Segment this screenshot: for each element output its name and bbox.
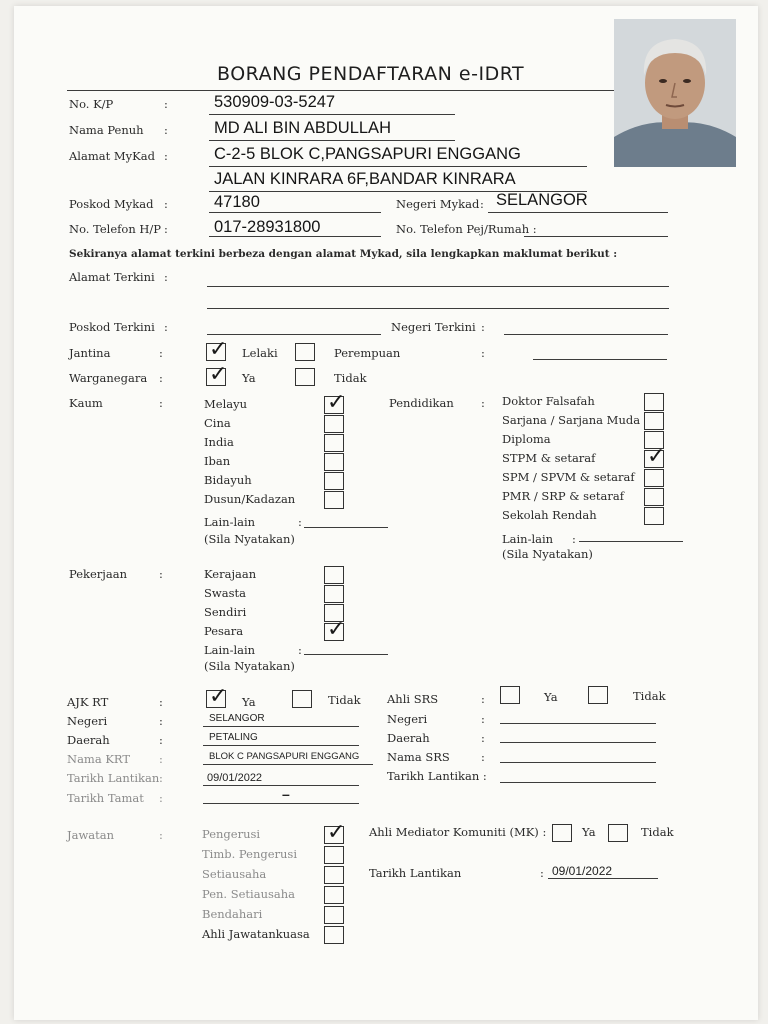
- line-negeri-mykad: [488, 212, 668, 213]
- colon: :: [164, 320, 168, 334]
- pendidikan-option-label: Doktor Falsafah: [502, 394, 595, 408]
- label-ajk-negeri: Negeri: [67, 714, 108, 728]
- label-srs-tarikh-lantikan: Tarikh Lantikan :: [387, 769, 487, 783]
- checkbox-srs-tidak[interactable]: [588, 686, 608, 704]
- value-ajk-nama-krt[interactable]: BLOK C PANGSAPURI ENGGANG: [209, 751, 360, 762]
- label-sila-nyatakan: (Sila Nyatakan): [204, 532, 295, 546]
- checkbox-warganegara-tidak[interactable]: [295, 368, 315, 386]
- label-pekerjaan: Pekerjaan: [69, 567, 127, 581]
- jawatan-option-checkbox[interactable]: [324, 826, 344, 844]
- label-nama: Nama Penuh: [69, 123, 144, 137]
- colon: :: [164, 97, 168, 111]
- colon: :: [159, 396, 163, 410]
- label-nama-srs: Nama SRS: [387, 750, 450, 764]
- label-pekerjaan-lain-lain: Lain-lain: [204, 643, 256, 657]
- jawatan-option-label: Pen. Setiausaha: [202, 887, 296, 901]
- pendidikan-option-label: Diploma: [502, 432, 551, 446]
- label-pendidikan: Pendidikan: [389, 396, 454, 410]
- jawatan-option-label: Setiausaha: [202, 867, 267, 881]
- label-nokp: No. K/P: [69, 97, 114, 111]
- label-ya: Ya: [242, 695, 256, 709]
- colon: :: [164, 222, 168, 236]
- colon: :: [164, 197, 168, 211]
- label-poskod: Poskod Mykad: [69, 197, 154, 211]
- checkbox-perempuan[interactable]: [295, 343, 315, 361]
- label-kaum: Kaum: [69, 396, 103, 410]
- input-poskod-terkini[interactable]: [207, 334, 381, 335]
- value-nokp[interactable]: 530909-03-5247: [214, 93, 336, 111]
- line-ajk-nama-krt: [203, 764, 373, 765]
- pekerjaan-option-checkbox[interactable]: [324, 566, 344, 584]
- jawatan-option-label: Bendahari: [202, 907, 263, 921]
- input-telefon-pej[interactable]: [524, 236, 668, 237]
- input-nama-srs[interactable]: [500, 762, 656, 763]
- colon: :: [159, 714, 163, 728]
- input-pendidikan-lain-lain[interactable]: [579, 541, 683, 542]
- applicant-photo: [614, 19, 736, 167]
- pekerjaan-option-label: Pesara: [204, 624, 244, 638]
- label-ajk-tarikh-tamat: Tarikh Tamat: [67, 791, 144, 805]
- line-telefon: [209, 236, 381, 237]
- checkbox-warganegara-ya[interactable]: [206, 368, 226, 386]
- pendidikan-option-checkbox[interactable]: [644, 469, 664, 487]
- pendidikan-option-label: Sekolah Rendah: [502, 508, 597, 522]
- label-lelaki: Lelaki: [242, 346, 278, 360]
- kaum-option-checkbox[interactable]: [324, 434, 344, 452]
- pendidikan-option-label: SPM / SPVM & setaraf: [502, 470, 635, 484]
- label-kaum-lain-lain: Lain-lain: [204, 515, 256, 529]
- input-jantina-extra[interactable]: [533, 359, 667, 360]
- jawatan-option-label: Pengerusi: [202, 827, 261, 841]
- value-ajk-tarikh-tamat[interactable]: –: [282, 788, 290, 800]
- checkbox-srs-ya[interactable]: [500, 686, 520, 704]
- label-telefon-pej: No. Telefon Pej/Rumah :: [396, 222, 537, 236]
- line-mk-tarikh-lantikan: [548, 878, 658, 879]
- kaum-option-label: Bidayuh: [204, 473, 252, 487]
- colon: :: [159, 567, 163, 581]
- label-ajk-tarikh-lantikan: Tarikh Lantikan: [67, 771, 160, 785]
- jawatan-option-checkbox[interactable]: [324, 846, 344, 864]
- input-srs-tarikh-lantikan[interactable]: [500, 782, 656, 783]
- label-perempuan: Perempuan: [334, 346, 401, 360]
- value-negeri-mykad[interactable]: SELANGOR: [496, 191, 588, 209]
- kaum-option-label: Iban: [204, 454, 231, 468]
- label-srs-daerah: Daerah: [387, 731, 430, 745]
- pendidikan-option-checkbox[interactable]: [644, 412, 664, 430]
- value-telefon[interactable]: 017-28931800: [214, 218, 320, 236]
- kaum-option-checkbox[interactable]: [324, 472, 344, 490]
- label-jantina: Jantina: [69, 346, 111, 360]
- label-ajk-daerah: Daerah: [67, 733, 110, 747]
- pekerjaan-option-label: Sendiri: [204, 605, 247, 619]
- label-ya: Ya: [582, 825, 596, 839]
- label-poskod-terkini: Poskod Terkini: [69, 320, 155, 334]
- label-sila-nyatakan: (Sila Nyatakan): [502, 547, 593, 561]
- value-mk-tarikh-lantikan[interactable]: 09/01/2022: [552, 865, 613, 877]
- label-tidak: Tidak: [328, 693, 361, 707]
- label-telefon: No. Telefon H/P: [69, 222, 162, 236]
- pendidikan-option-label: STPM & setaraf: [502, 451, 596, 465]
- line-ajk-tarikh-tamat: [203, 803, 359, 804]
- form-title: BORANG PENDAFTARAN e-IDRT: [217, 63, 525, 85]
- value-poskod[interactable]: 47180: [214, 193, 260, 211]
- checkbox-lelaki[interactable]: [206, 343, 226, 361]
- colon: :: [164, 149, 168, 163]
- label-ahli-srs: Ahli SRS: [387, 692, 439, 706]
- label-ajk-rt: AJK RT: [67, 695, 109, 709]
- kaum-option-checkbox[interactable]: [324, 396, 344, 414]
- colon: :: [572, 532, 576, 546]
- label-alamat-terkini: Alamat Terkini: [69, 270, 155, 284]
- pendidikan-option-checkbox[interactable]: [644, 488, 664, 506]
- colon: :: [481, 346, 485, 360]
- colon: :: [540, 866, 544, 880]
- value-nama[interactable]: MD ALI BIN ABDULLAH: [214, 119, 391, 137]
- colon: :: [159, 371, 163, 385]
- colon: :: [480, 197, 484, 211]
- label-tidak: Tidak: [633, 689, 666, 703]
- input-alamat-terkini-1[interactable]: [207, 286, 669, 287]
- colon: :: [298, 515, 302, 529]
- colon: :: [159, 346, 163, 360]
- line-alamat1: [209, 166, 587, 167]
- jawatan-option-label: Ahli Jawatankuasa: [202, 927, 310, 941]
- colon: :: [159, 791, 163, 805]
- colon: :: [159, 752, 163, 766]
- input-srs-negeri[interactable]: [500, 723, 656, 724]
- label-ya: Ya: [544, 690, 558, 704]
- colon: :: [159, 695, 163, 709]
- pendidikan-option-checkbox[interactable]: [644, 507, 664, 525]
- registration-form-paper: [14, 6, 758, 1020]
- value-ajk-negeri[interactable]: SELANGOR: [209, 713, 265, 724]
- jawatan-option-checkbox[interactable]: [324, 906, 344, 924]
- colon: :: [164, 270, 168, 284]
- jawatan-option-checkbox[interactable]: [324, 886, 344, 904]
- input-pekerjaan-lain-lain[interactable]: [304, 654, 388, 655]
- value-alamat-line2[interactable]: JALAN KINRARA 6F,BANDAR KINRARA: [214, 170, 516, 188]
- pendidikan-option-label: Sarjana / Sarjana Muda: [502, 413, 641, 427]
- jawatan-option-checkbox[interactable]: [324, 926, 344, 944]
- pendidikan-option-checkbox[interactable]: [644, 450, 664, 468]
- label-negeri-mykad: Negeri Mykad: [396, 197, 480, 211]
- line-nokp: [209, 114, 455, 115]
- colon: :: [481, 396, 485, 410]
- colon: :: [164, 123, 168, 137]
- line-poskod: [209, 212, 381, 213]
- label-ajk-nama-krt: Nama KRT: [67, 752, 131, 766]
- input-alamat-terkini-2[interactable]: [207, 308, 669, 309]
- label-tidak: Tidak: [641, 825, 674, 839]
- input-negeri-terkini[interactable]: [504, 334, 668, 335]
- label-alamat: Alamat MyKad: [69, 149, 155, 163]
- line-ajk-tarikh-lantikan: [203, 785, 359, 786]
- pekerjaan-option-label: Kerajaan: [204, 567, 257, 581]
- title-underline: [67, 90, 615, 91]
- label-jawatan: Jawatan: [67, 828, 115, 842]
- pekerjaan-option-checkbox[interactable]: [324, 623, 344, 641]
- value-alamat-line1[interactable]: C-2-5 BLOK C,PANGSAPURI ENGGANG: [214, 145, 521, 163]
- label-sila-nyatakan: (Sila Nyatakan): [204, 659, 295, 673]
- colon: :: [298, 643, 302, 657]
- label-ya: Ya: [242, 371, 256, 385]
- kaum-option-label: Cina: [204, 416, 231, 430]
- colon: :: [159, 733, 163, 747]
- colon: :: [481, 320, 485, 334]
- pendidikan-option-checkbox[interactable]: [644, 393, 664, 411]
- value-ajk-daerah[interactable]: PETALING: [209, 732, 258, 743]
- colon: :: [159, 828, 163, 842]
- kaum-option-label: Melayu: [204, 397, 248, 411]
- jawatan-option-label: Timb. Pengerusi: [202, 847, 298, 861]
- checkbox-ajk-rt-tidak[interactable]: [292, 690, 312, 708]
- line-ajk-daerah: [203, 745, 359, 746]
- pendidikan-option-label: PMR / SRP & setaraf: [502, 489, 624, 503]
- pekerjaan-option-label: Swasta: [204, 586, 246, 600]
- value-ajk-tarikh-lantikan[interactable]: 09/01/2022: [207, 772, 263, 784]
- input-kaum-lain-lain[interactable]: [304, 527, 388, 528]
- line-nama: [209, 140, 455, 141]
- line-ajk-negeri: [203, 726, 359, 727]
- colon: :: [481, 692, 485, 706]
- checkbox-mk-ya[interactable]: [552, 824, 572, 842]
- kaum-option-checkbox[interactable]: [324, 453, 344, 471]
- jawatan-option-checkbox[interactable]: [324, 866, 344, 884]
- label-mk-tarikh-lantikan: Tarikh Lantikan: [369, 866, 462, 880]
- checkbox-mk-tidak[interactable]: [608, 824, 628, 842]
- label-warganegara: Warganegara: [69, 371, 148, 385]
- kaum-option-label: India: [204, 435, 234, 449]
- kaum-option-checkbox[interactable]: [324, 491, 344, 509]
- checkbox-ajk-rt-ya[interactable]: [206, 690, 226, 708]
- address-note: Sekiranya alamat terkini berbeza dengan alamat Mykad, sila lengkapkan maklumat berikut :: [69, 248, 618, 260]
- colon: :: [159, 771, 163, 785]
- colon: :: [481, 731, 485, 745]
- colon: :: [481, 712, 485, 726]
- label-srs-negeri: Negeri: [387, 712, 428, 726]
- colon: :: [481, 750, 485, 764]
- kaum-option-label: Dusun/Kadazan: [204, 492, 296, 506]
- label-pendidikan-lain-lain: Lain-lain: [502, 532, 554, 546]
- pekerjaan-option-checkbox[interactable]: [324, 585, 344, 603]
- label-tidak: Tidak: [334, 371, 367, 385]
- label-mediator: Ahli Mediator Komuniti (MK) :: [369, 825, 547, 839]
- label-negeri-terkini: Negeri Terkini: [391, 320, 476, 334]
- input-srs-daerah[interactable]: [500, 742, 656, 743]
- kaum-option-checkbox[interactable]: [324, 415, 344, 433]
